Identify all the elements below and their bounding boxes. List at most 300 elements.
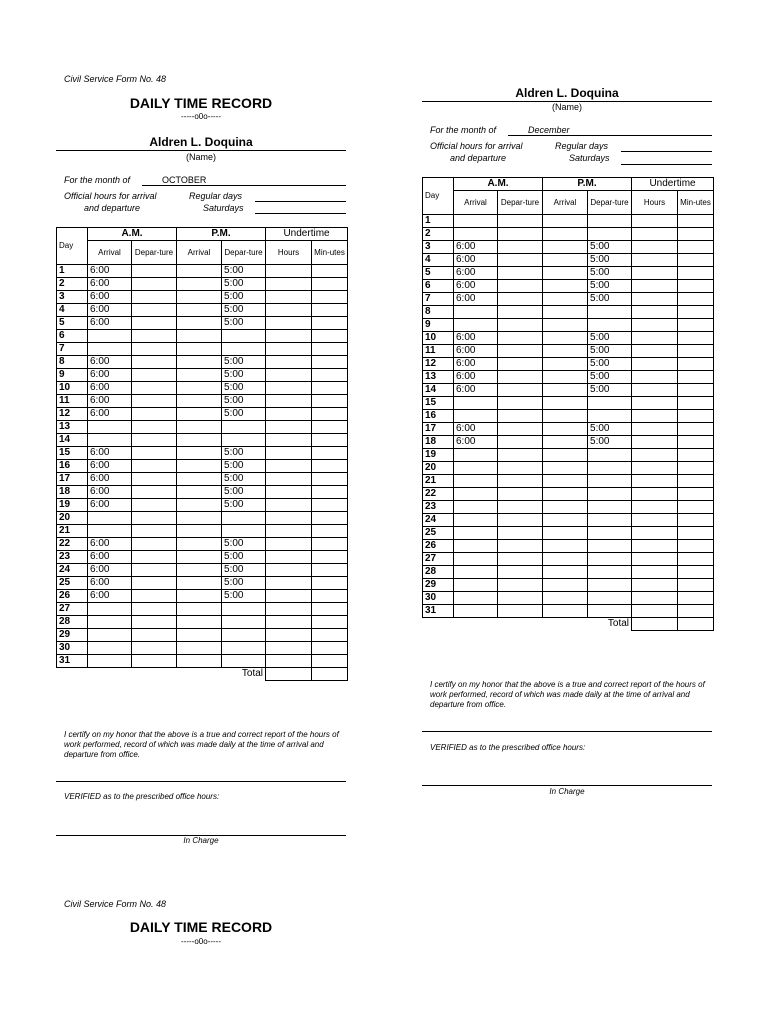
- day-cell: 20: [57, 512, 88, 525]
- table-row: [57, 421, 348, 434]
- undertime-minutes-cell: [678, 306, 714, 319]
- am-arrival-cell: 6:00: [88, 278, 132, 291]
- undertime-minutes-cell: [312, 356, 348, 369]
- name-caption-right: (Name): [551, 102, 582, 112]
- am-departure-cell: [132, 343, 177, 356]
- form-title: DAILY TIME RECORD: [129, 95, 273, 111]
- undertime-minutes-cell: [312, 447, 348, 460]
- undertime-hours-cell: [266, 551, 312, 564]
- am-departure-cell: [132, 460, 177, 473]
- day-cell: 23: [57, 551, 88, 564]
- table-row: [57, 538, 348, 551]
- am-departure-cell: [132, 486, 177, 499]
- pm-arrival-cell: [543, 358, 588, 371]
- pm-departure-cell: [588, 488, 632, 501]
- pm-arrival-cell: [177, 408, 222, 421]
- undertime-hours-cell: [266, 265, 312, 278]
- regular-days-line-right: [621, 151, 712, 152]
- undertime-minutes-cell: [312, 499, 348, 512]
- am-departure-cell: [498, 280, 543, 293]
- day-cell: 17: [57, 473, 88, 486]
- pm-arrival-cell: [177, 356, 222, 369]
- pm-departure-cell: 5:00: [588, 371, 632, 384]
- pm-arrival-cell: [177, 616, 222, 629]
- header-undertime: Undertime: [266, 228, 348, 241]
- undertime-hours-cell: [632, 410, 678, 423]
- pm-departure-cell: [588, 527, 632, 540]
- day-cell: 24: [423, 514, 454, 527]
- undertime-hours-cell: [632, 527, 678, 540]
- undertime-minutes-cell: [312, 421, 348, 434]
- am-departure-cell: [498, 410, 543, 423]
- day-cell: 9: [423, 319, 454, 332]
- official-hours-label: Official hours for arrival: [64, 191, 157, 201]
- pm-arrival-cell: [177, 590, 222, 603]
- pm-arrival-cell: [543, 397, 588, 410]
- am-arrival-cell: 6:00: [454, 332, 498, 345]
- pm-arrival-cell: [543, 345, 588, 358]
- am-arrival-cell: [88, 525, 132, 538]
- day-cell: 14: [57, 434, 88, 447]
- am-departure-cell: [132, 421, 177, 434]
- undertime-minutes-cell: [678, 397, 714, 410]
- undertime-hours-cell: [632, 397, 678, 410]
- am-departure-cell: [132, 304, 177, 317]
- pm-departure-cell: 5:00: [222, 408, 266, 421]
- undertime-hours-cell: [266, 499, 312, 512]
- day-cell: 6: [57, 330, 88, 343]
- undertime-hours-cell: [266, 590, 312, 603]
- time-record-table-right: [422, 177, 714, 631]
- employee-name: Aldren L. Doquina: [149, 135, 253, 149]
- am-departure-cell: [498, 579, 543, 592]
- undertime-hours-cell: [632, 423, 678, 436]
- am-departure-cell: [132, 473, 177, 486]
- table-row: [423, 605, 714, 618]
- am-departure-cell: [498, 371, 543, 384]
- undertime-minutes-cell: [312, 603, 348, 616]
- undertime-minutes-cell: [312, 577, 348, 590]
- undertime-minutes-cell: [312, 486, 348, 499]
- day-cell: 24: [57, 564, 88, 577]
- undertime-hours-cell: [632, 306, 678, 319]
- undertime-hours-cell: [266, 642, 312, 655]
- pm-arrival-cell: [177, 460, 222, 473]
- am-departure-cell: [132, 629, 177, 642]
- header-am-arrival: Arrival: [88, 241, 132, 265]
- undertime-minutes-cell: [678, 345, 714, 358]
- total-label: Total: [607, 618, 630, 630]
- am-arrival-cell: 6:00: [454, 241, 498, 254]
- in-charge-label: In Charge: [183, 836, 219, 845]
- am-arrival-cell: [454, 228, 498, 241]
- table-row: [423, 514, 714, 527]
- undertime-hours-cell: [266, 395, 312, 408]
- pm-arrival-cell: [543, 306, 588, 319]
- header-am-departure: Depar-ture: [498, 191, 543, 215]
- am-arrival-cell: 6:00: [454, 254, 498, 267]
- verified-text: VERIFIED as to the prescribed office hours:: [64, 792, 220, 801]
- am-arrival-cell: [454, 592, 498, 605]
- undertime-hours-cell: [266, 291, 312, 304]
- am-departure-cell: [132, 590, 177, 603]
- pm-arrival-cell: [543, 332, 588, 345]
- table-row: [57, 603, 348, 616]
- pm-arrival-cell: [177, 525, 222, 538]
- am-arrival-cell: [88, 603, 132, 616]
- am-departure-cell: [498, 527, 543, 540]
- am-departure-cell: [132, 616, 177, 629]
- table-row: [57, 486, 348, 499]
- month-label-right: For the month of: [430, 125, 497, 135]
- pm-departure-cell: [222, 512, 266, 525]
- undertime-minutes-cell: [678, 423, 714, 436]
- am-departure-cell: [132, 564, 177, 577]
- table-row: [57, 291, 348, 304]
- day-cell: 7: [423, 293, 454, 306]
- pm-arrival-cell: [543, 462, 588, 475]
- undertime-minutes-cell: [312, 369, 348, 382]
- undertime-minutes-cell: [678, 371, 714, 384]
- am-departure-cell: [498, 423, 543, 436]
- am-arrival-cell: 6:00: [88, 408, 132, 421]
- undertime-minutes-cell: [312, 304, 348, 317]
- undertime-hours-cell: [266, 382, 312, 395]
- table-row: [57, 304, 348, 317]
- undertime-hours-cell: [266, 512, 312, 525]
- undertime-minutes-cell: [678, 462, 714, 475]
- table-row: [57, 447, 348, 460]
- pm-departure-cell: [588, 475, 632, 488]
- am-departure-cell: [498, 306, 543, 319]
- table-row: [57, 330, 348, 343]
- table-row: [423, 254, 714, 267]
- am-arrival-cell: 6:00: [88, 590, 132, 603]
- regular-days-label-right: Regular days: [555, 141, 609, 151]
- undertime-hours-cell: [266, 486, 312, 499]
- day-cell: 29: [57, 629, 88, 642]
- am-departure-cell: [498, 332, 543, 345]
- pm-arrival-cell: [543, 579, 588, 592]
- table-row: [423, 280, 714, 293]
- undertime-hours-cell: [632, 319, 678, 332]
- undertime-minutes-cell: [678, 215, 714, 228]
- pm-arrival-cell: [177, 499, 222, 512]
- undertime-hours-cell: [632, 254, 678, 267]
- day-cell: 31: [57, 655, 88, 668]
- day-cell: 18: [423, 436, 454, 449]
- table-row: [57, 616, 348, 629]
- am-arrival-cell: 6:00: [88, 460, 132, 473]
- form-title-2: DAILY TIME RECORD: [129, 919, 273, 935]
- am-departure-cell: [498, 267, 543, 280]
- day-cell: 28: [423, 566, 454, 579]
- table-row: [423, 410, 714, 423]
- certification-text: I certify on my honor that the above is a true and correct report of the hours of work performed, record of which was made daily at the time of arrival and departure from office.: [64, 730, 339, 759]
- day-cell: 1: [423, 215, 454, 228]
- table-row: [423, 462, 714, 475]
- undertime-hours-cell: [266, 356, 312, 369]
- undertime-hours-cell: [632, 371, 678, 384]
- pm-departure-cell: [588, 410, 632, 423]
- header-pm-departure: Depar-ture: [222, 241, 266, 265]
- header-pm-arrival: Arrival: [543, 191, 588, 215]
- undertime-minutes-cell: [678, 475, 714, 488]
- undertime-minutes-cell: [678, 254, 714, 267]
- am-departure-cell: [132, 369, 177, 382]
- pm-departure-cell: 5:00: [588, 241, 632, 254]
- day-cell: 20: [423, 462, 454, 475]
- pm-departure-cell: [222, 330, 266, 343]
- pm-departure-cell: [222, 434, 266, 447]
- undertime-hours-cell: [632, 449, 678, 462]
- pm-arrival-cell: [543, 410, 588, 423]
- day-cell: 8: [423, 306, 454, 319]
- table-row: [423, 215, 714, 228]
- undertime-hours-cell: [632, 215, 678, 228]
- table-row: [423, 592, 714, 605]
- month-value-right: December: [528, 125, 570, 135]
- am-departure-cell: [498, 241, 543, 254]
- am-departure-cell: [132, 330, 177, 343]
- table-row: [57, 265, 348, 278]
- am-arrival-cell: [454, 306, 498, 319]
- table-row: [423, 358, 714, 371]
- pm-departure-cell: 5:00: [588, 384, 632, 397]
- day-cell: 4: [57, 304, 88, 317]
- pm-arrival-cell: [177, 564, 222, 577]
- day-cell: 5: [57, 317, 88, 330]
- table-row: [57, 460, 348, 473]
- separator-2: -----o0o-----: [181, 937, 221, 946]
- pm-departure-cell: 5:00: [588, 332, 632, 345]
- am-arrival-cell: [88, 512, 132, 525]
- am-arrival-cell: 6:00: [88, 291, 132, 304]
- undertime-minutes-cell: [312, 317, 348, 330]
- am-arrival-cell: 6:00: [454, 267, 498, 280]
- pm-arrival-cell: [543, 449, 588, 462]
- day-cell: 10: [57, 382, 88, 395]
- pm-arrival-cell: [543, 566, 588, 579]
- pm-departure-cell: [588, 397, 632, 410]
- undertime-hours-cell: [632, 436, 678, 449]
- day-cell: 27: [423, 553, 454, 566]
- signature-line: [56, 781, 346, 782]
- certification-text-right: I certify on my honor that the above is a true and correct report of the hours of work performed, record of which was made daily at the time of arrival and departure from office.: [430, 680, 705, 709]
- table-row: [423, 332, 714, 345]
- undertime-hours-cell: [266, 408, 312, 421]
- am-arrival-cell: [454, 566, 498, 579]
- am-departure-cell: [132, 408, 177, 421]
- table-row: [57, 525, 348, 538]
- table-row: [57, 473, 348, 486]
- table-row: [57, 564, 348, 577]
- header-hours: Hours: [632, 191, 678, 215]
- pm-arrival-cell: [177, 421, 222, 434]
- am-departure-cell: [498, 449, 543, 462]
- day-cell: 15: [423, 397, 454, 410]
- undertime-hours-cell: [632, 241, 678, 254]
- saturdays-label-right: Saturdays: [569, 153, 610, 163]
- table-row: [57, 395, 348, 408]
- pm-arrival-cell: [177, 382, 222, 395]
- day-cell: 16: [423, 410, 454, 423]
- pm-arrival-cell: [177, 551, 222, 564]
- am-departure-cell: [132, 642, 177, 655]
- pm-arrival-cell: [543, 215, 588, 228]
- regular-days-label: Regular days: [189, 191, 243, 201]
- pm-departure-cell: 5:00: [222, 304, 266, 317]
- am-departure-cell: [132, 525, 177, 538]
- pm-departure-cell: [222, 655, 266, 668]
- pm-arrival-cell: [543, 605, 588, 618]
- pm-arrival-cell: [177, 317, 222, 330]
- am-departure-cell: [498, 514, 543, 527]
- am-arrival-cell: [454, 410, 498, 423]
- undertime-minutes-cell: [678, 449, 714, 462]
- form-number: Civil Service Form No. 48: [64, 74, 167, 84]
- header-am-arrival: Arrival: [454, 191, 498, 215]
- undertime-hours-cell: [632, 384, 678, 397]
- undertime-minutes-cell: [312, 395, 348, 408]
- undertime-hours-cell: [266, 421, 312, 434]
- table-row: [57, 499, 348, 512]
- pm-departure-cell: 5:00: [222, 278, 266, 291]
- undertime-hours-cell: [266, 304, 312, 317]
- am-departure-cell: [498, 384, 543, 397]
- am-arrival-cell: [454, 462, 498, 475]
- undertime-hours-cell: [266, 460, 312, 473]
- regular-days-line: [255, 201, 346, 202]
- undertime-minutes-cell: [678, 527, 714, 540]
- saturdays-label: Saturdays: [203, 203, 244, 213]
- pm-arrival-cell: [177, 291, 222, 304]
- undertime-hours-cell: [632, 540, 678, 553]
- am-arrival-cell: 6:00: [454, 345, 498, 358]
- am-departure-cell: [132, 603, 177, 616]
- undertime-minutes-cell: [312, 538, 348, 551]
- am-arrival-cell: 6:00: [454, 280, 498, 293]
- table-row: [423, 267, 714, 280]
- pm-arrival-cell: [177, 538, 222, 551]
- day-cell: 25: [57, 577, 88, 590]
- day-cell: 30: [57, 642, 88, 655]
- undertime-hours-cell: [266, 655, 312, 668]
- undertime-hours-cell: [266, 473, 312, 486]
- undertime-minutes-cell: [678, 436, 714, 449]
- pm-departure-cell: [588, 462, 632, 475]
- undertime-hours-cell: [632, 592, 678, 605]
- pm-arrival-cell: [543, 423, 588, 436]
- pm-departure-cell: 5:00: [588, 423, 632, 436]
- am-departure-cell: [498, 254, 543, 267]
- am-arrival-cell: [88, 421, 132, 434]
- pm-arrival-cell: [543, 501, 588, 514]
- day-cell: 7: [57, 343, 88, 356]
- am-departure-cell: [132, 577, 177, 590]
- pm-departure-cell: 5:00: [222, 291, 266, 304]
- undertime-minutes-cell: [312, 382, 348, 395]
- table-row: [57, 278, 348, 291]
- pm-arrival-cell: [177, 434, 222, 447]
- table-row: [423, 319, 714, 332]
- undertime-hours-cell: [266, 447, 312, 460]
- undertime-hours-cell: [266, 564, 312, 577]
- undertime-hours-cell: [266, 616, 312, 629]
- day-cell: 10: [423, 332, 454, 345]
- verified-text-right: VERIFIED as to the prescribed office hours:: [430, 743, 586, 752]
- pm-arrival-cell: [543, 267, 588, 280]
- official-hours-label-right: Official hours for arrival: [430, 141, 523, 151]
- pm-arrival-cell: [543, 475, 588, 488]
- undertime-minutes-cell: [678, 384, 714, 397]
- undertime-hours-cell: [266, 369, 312, 382]
- pm-arrival-cell: [543, 514, 588, 527]
- pm-departure-cell: 5:00: [222, 538, 266, 551]
- am-arrival-cell: [88, 343, 132, 356]
- month-value: OCTOBER: [162, 175, 207, 185]
- am-arrival-cell: 6:00: [88, 538, 132, 551]
- undertime-minutes-cell: [678, 605, 714, 618]
- header-minutes: Min-utes: [312, 241, 348, 265]
- am-arrival-cell: 6:00: [454, 371, 498, 384]
- month-line-right: [508, 135, 712, 136]
- undertime-minutes-cell: [312, 616, 348, 629]
- signature-line-right: [422, 731, 712, 732]
- month-line: [142, 185, 346, 186]
- am-arrival-cell: [454, 475, 498, 488]
- pm-arrival-cell: [177, 330, 222, 343]
- am-departure-cell: [498, 540, 543, 553]
- day-cell: 13: [57, 421, 88, 434]
- pm-arrival-cell: [177, 655, 222, 668]
- table-row: [423, 306, 714, 319]
- pm-departure-cell: [588, 215, 632, 228]
- table-row: [57, 369, 348, 382]
- pm-departure-cell: [588, 592, 632, 605]
- undertime-hours-cell: [632, 553, 678, 566]
- am-arrival-cell: 6:00: [88, 486, 132, 499]
- pm-departure-cell: 5:00: [588, 345, 632, 358]
- pm-arrival-cell: [177, 577, 222, 590]
- am-departure-cell: [498, 488, 543, 501]
- pm-departure-cell: [588, 449, 632, 462]
- table-row: [423, 540, 714, 553]
- day-cell: 6: [423, 280, 454, 293]
- am-arrival-cell: [454, 319, 498, 332]
- pm-departure-cell: 5:00: [222, 265, 266, 278]
- am-departure-cell: [132, 278, 177, 291]
- day-cell: 19: [57, 499, 88, 512]
- pm-departure-cell: 5:00: [588, 254, 632, 267]
- am-departure-cell: [498, 592, 543, 605]
- am-departure-cell: [498, 397, 543, 410]
- am-departure-cell: [132, 317, 177, 330]
- am-departure-cell: [132, 291, 177, 304]
- am-arrival-cell: [454, 605, 498, 618]
- undertime-minutes-cell: [312, 512, 348, 525]
- pm-departure-cell: 5:00: [222, 590, 266, 603]
- undertime-hours-cell: [632, 358, 678, 371]
- time-record-table: [56, 227, 348, 681]
- day-cell: 18: [57, 486, 88, 499]
- am-departure-cell: [132, 551, 177, 564]
- am-arrival-cell: [88, 629, 132, 642]
- day-cell: 22: [57, 538, 88, 551]
- undertime-hours-cell: [266, 330, 312, 343]
- am-departure-cell: [132, 356, 177, 369]
- undertime-minutes-cell: [678, 501, 714, 514]
